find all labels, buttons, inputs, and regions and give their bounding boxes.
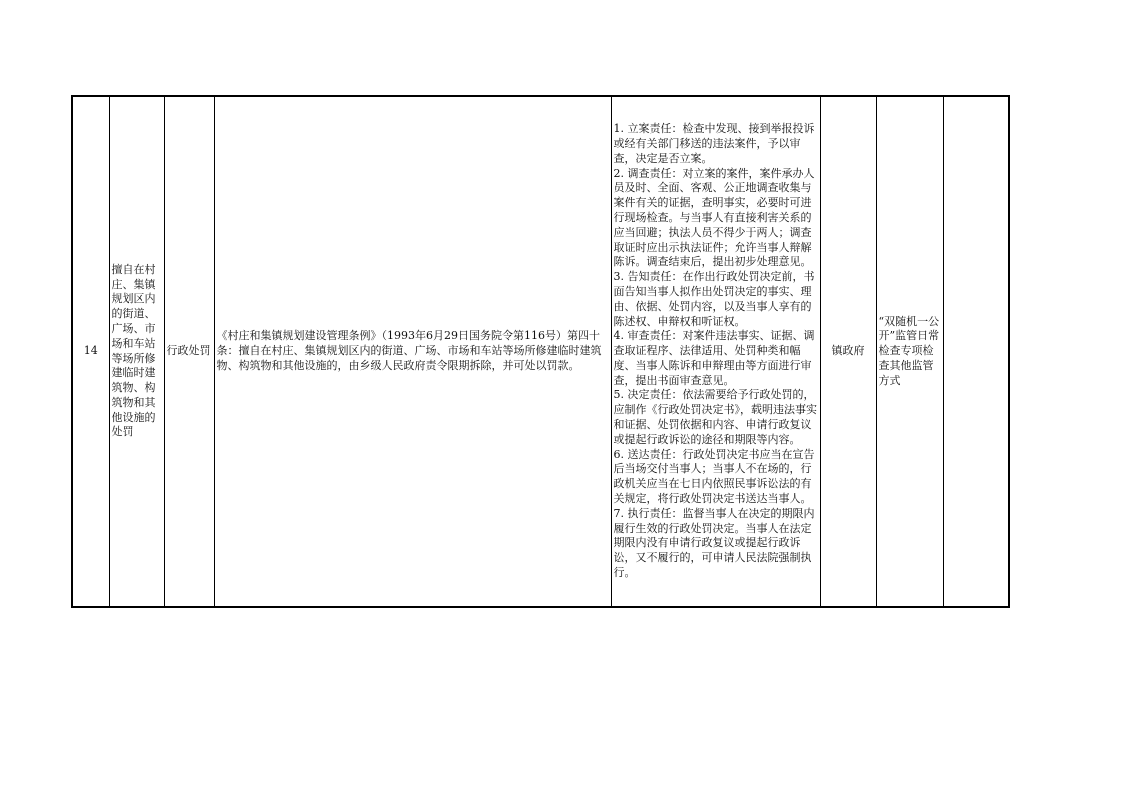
supervision-method-cell: “双随机一公开”监管日常检查专项检查其他监管方式 bbox=[876, 96, 943, 607]
legal-basis-cell: 《村庄和集镇规划建设管理条例》（1993年6月29日国务院令第116号）第四十条：擅自在村庄、集镇规划区内的街道、广场、市场和车站等场所修建临时建筑物、构筑物和其他设施的，由乡级人民政府责令限期拆除，并可处以罚款。 bbox=[214, 96, 611, 607]
responsibility-item: 6. 送达责任：行政处罚决定书应当在宣告后当场交付当事人；当事人不在场的，行政机关应当在七日内依照民事诉讼法的有关规定，将行政处罚决定书送达当事人。 bbox=[613, 447, 815, 506]
item-name-cell: 擅自在村庄、集镇规划区内的街道、广场、市场和车站等场所修建临时建筑物、构筑物和其他设施的处罚 bbox=[109, 96, 164, 607]
responsibilities-cell bbox=[611, 96, 820, 607]
responsibility-item: 2. 调查责任：对立案的案件，案件承办人员及时、全面、客观、公正地调查收集与案件有关的证据，查明事实，必要时可进行现场检查。与当事人有直接利害关系的应当回避；执法人员不得少于两人；调查取证时应出示执法证件；允许当事人辩解陈诉。调查结束后，提出初步处理意见。 bbox=[613, 166, 815, 269]
responsibility-item: 7. 执行责任：监督当事人在决定的期限内履行生效的行政处罚决定。当事人在法定期限内没有申请行政复议或提起行政诉讼，又不履行的，可申请人民法院强制执行。 bbox=[613, 506, 815, 580]
table-row bbox=[72, 96, 1009, 607]
category-cell: 行政处罚 bbox=[164, 96, 214, 607]
remarks-cell bbox=[943, 96, 1009, 607]
row-number-cell: 14 bbox=[72, 96, 109, 607]
responsibility-item: 1. 立案责任：检查中发现、接到举报投诉或经有关部门移送的违法案件，予以审查，决定是否立案。 bbox=[613, 122, 815, 165]
responsibility-item: 3. 告知责任：在作出行政处罚决定前，书面告知当事人拟作出处罚决定的事实、理由、依据、处罚内容，以及当事人享有的陈述权、申辩权和听证权。 bbox=[613, 270, 815, 328]
department-cell: 镇政府 bbox=[820, 96, 876, 607]
responsibility-item: 5. 决定责任：依法需要给予行政处罚的，应制作《行政处罚决定书》，载明违法事实和证据、处罚依据和内容、申请行政复议或提起行政诉讼的途径和期限等内容。 bbox=[613, 388, 817, 446]
power-list-table bbox=[71, 95, 1010, 608]
responsibility-item: 4. 审查责任：对案件违法事实、证据、调查取证程序、法律适用、处罚种类和幅度、当事人陈诉和申辩理由等方面进行审查，提出书面审查意见。 bbox=[613, 329, 815, 387]
